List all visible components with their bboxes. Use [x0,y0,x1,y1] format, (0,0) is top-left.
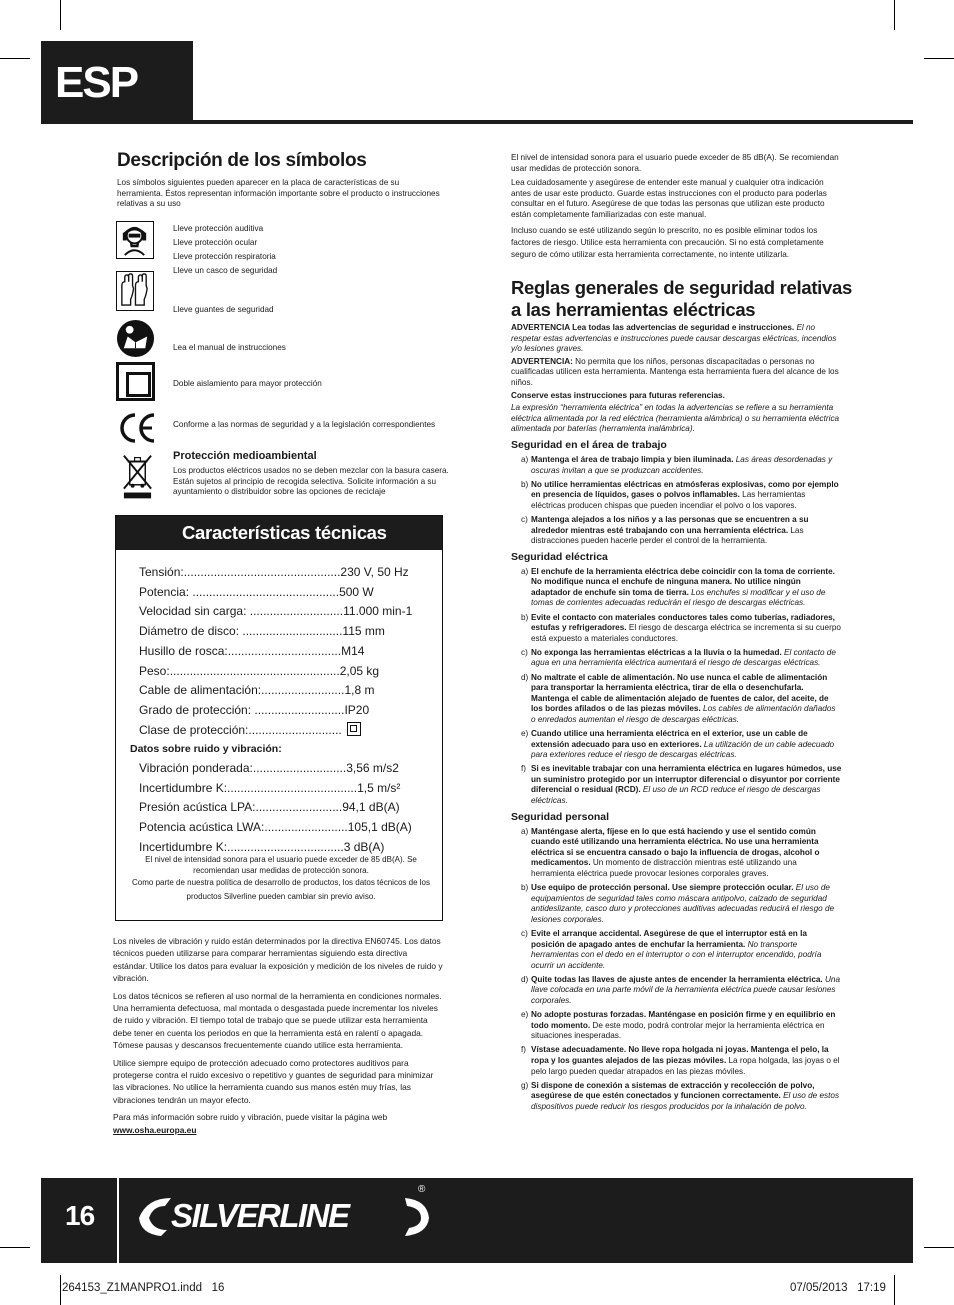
symbols-intro: Los símbolos siguientes pueden aparecer en la placa de características de su herramienta. Éstos representan información importante sobre el producto o instrucciones relativas a su uso [117,178,440,209]
crop-mark [0,58,30,59]
rule-item: d) Quite todas las llaves de ajuste antes de encender la herramienta eléctrica. Una llave colocada en una parte móvil de la herramienta eléctrica puede causar lesiones corporales. [521,974,840,1006]
brand-name: SILVERLINE [171,1197,349,1234]
language-tab-label: ESP [55,58,138,107]
right-intro [511,153,841,261]
footer-divider [117,1178,119,1263]
specs-title: Características técnicas [182,522,387,543]
rules-title: Reglas generales de seguridad relativas a las herramientas eléctricas [511,277,852,320]
rule-letter: g) [521,1080,529,1090]
symbols-title: Descripción de los símbolos [117,150,367,171]
crop-mark [60,1275,61,1305]
rule-item: b) Use equipo de protección personal. Use siempre protección ocular. El uso de equipamientos de seguridad tales como máscara antipolvo, calzado de seguridad antideslizante, casco duro y protecciones auditivas adecuadas reducirá el riesgo de lesiones corporales. [521,883,835,924]
rules-body [511,323,842,1116]
body-paragraph: Incluso cuando se esté utilizando según lo prescrito, no es posible eliminar todos los factores de riesgo. Utilice esta herramienta con precaución. Si no está completamente seguro de cómo utilizar esta herramienta correctamente, no intente utilizarla. [511,225,824,259]
env-title: Protección medioambiental [173,450,317,462]
rules-list-electrical [511,567,842,807]
protection-class-icon [347,722,361,736]
rule-letter: c) [521,929,528,938]
rule-item: e) No adopte posturas forzadas. Manténgase en posición firme y en equilibrio en todo momento. De este modo, podrá controlar mejor la herramienta eléctrica en situaciones inesperadas. [521,1010,836,1041]
keep-instructions: Conserve estas instrucciones para futuras referencias. [511,390,725,400]
ce-label: Conforme a las normas de seguridad y a la legislación correspondientes [173,420,436,429]
ce-mark-icon [116,411,158,445]
rule-item: f) Vístase adecuadamente. No lleve ropa holgada ni joyas. Mantenga el pelo, la ropa y los guantes alejados de las piezas móviles. La ropa holgada, las joyas o el pelo largo pueden quedar atrapados en las piezas móviles. [521,1045,840,1076]
brand-logo [135,1190,435,1240]
crop-mark [924,58,954,59]
spec-note-noise: El nivel de intensidad sonora para el usuario puede exceder de 85 dB(A). Se recomiendan usar medidas de protección sonora. [145,855,417,875]
spec-row: Incertidumbre K:.......................................1,5 m/s² [139,780,401,795]
date-info: 07/05/2013 17:19 [790,1282,886,1294]
rule-item: f) Si es inevitable trabajar con una herramienta eléctrica en lugares húmedos, use un suministro protegido por un interruptor diferencial o disyuntor por corriente diferencial o residual (RCD). El uso de un RCD reduce el riesgo de descargas eléctricas. [521,764,842,806]
double-insulation-label: Doble aislamiento para mayor protección [173,379,322,388]
rule-item: c) Mantenga alejados a los niños y a las personas que se encuentren a su alrededor mientras esté trabajando con una herramienta eléctrica. Las distracciones pueden hacerle perder el control de la herramienta. [521,514,809,546]
rule-letter: d) [521,672,529,682]
language-tab [41,41,193,123]
header-rule [41,120,913,124]
crop-mark [924,1247,954,1248]
rule-item: a) El enchufe de la herramienta eléctrica debe coincidir con la toma de corriente. No modifique nunca el enchufe de ninguna manera. No utilice ningún adaptador de enchufe sin toma de tierra. Los enchufes si modificar y el uso de tomas de corrientes adecuadas reducirán el riesgo de descargas eléctricas. [521,566,835,608]
spec-row: Tensión:...............................................230 V, 50 Hz [139,565,409,579]
rule-item: a) Mantenga el área de trabajo limpia y bien iluminada. Las áreas desordenadas y oscuras invitan a que se produzcan accidentes. [521,454,833,475]
spec-row: Potencia: ............................................500 W [139,584,374,599]
page-number: 16 [65,1200,95,1231]
crop-mark [60,0,61,30]
specs-header [116,516,442,550]
spec-row: Diámetro de disco: ..............................115 mm [139,624,385,639]
rule-letter: a) [521,566,529,576]
rule-item: d) No maltrate el cable de alimentación. No use nunca el cable de alimentación para transportar la herramienta eléctrica, tirar de ella o desenchufarla. Mantenga el cable de alimentación alejado de fuentes de calor, del aceite, de los bordes afilados o de las piezas móviles. Los cables de alimentación dañados o enredados aumentan el riesgo de descargas eléctricas. [521,672,836,724]
rule-item: c) Evite el arranque accidental. Asegúrese de que el interruptor está en la posición de apagado antes de enchufar la herramienta. No transporte herramientas con el dedo en el interruptor o con el interruptor encendido, podría ocurrir un accidente. [521,929,822,970]
rules-list-work-area [511,455,842,547]
rule-letter: f) [521,764,527,774]
rule-item: c) No exponga las herramientas eléctricas a la lluvia o la humedad. El contacto de agua en una herramienta eléctrica aumentará el riesgo de descargas eléctricas. [521,647,836,668]
crop-mark [0,1247,30,1248]
body-paragraph: Lea cuidadosamente y asegúrese de entender este manual y cualquier otra indicación antes de usar este producto. Guarde estas instrucciones con el producto para poderlas consultar en el futuro. Asegúrese de que todas las personas que utilizan este producto están completamente familiarizadas con este manual. [511,178,827,219]
spec-row: Grado de protección: ...........................IP20 [139,702,370,717]
spec-row: Velocidad sin carga: ............................11.000 min-1 [139,604,413,619]
rule-letter: b) [521,883,529,893]
section-title-work-area: Seguridad en el área de trabajo [511,438,667,451]
rule-letter: e) [521,729,529,738]
noise-list [139,759,429,858]
read-manual-label: Lea el manual de instrucciones [173,343,286,352]
ppe-icon [116,221,154,259]
rule-letter: c) [521,514,528,524]
spec-list [139,563,429,740]
osha-link[interactable]: www.osha.europa.eu [113,1124,197,1135]
double-insulation-icon [116,362,155,401]
spec-row: Cable de alimentación:.........................1,8 m [139,683,375,698]
body-paragraph: Los niveles de vibración y ruido están determinados por la directiva EN60745. Los datos técnicos pueden utilizarse para comparar herramientas siguiendo esta directiva estándar. Utilice los datos para evaluar la exposición y medición de los niveles de ruido y vibración. [113,936,443,984]
spec-row: Incertidumbre K:...................................3 dB(A) [139,839,385,854]
section-title-personal: Seguridad personal [511,810,610,823]
section-title-electrical: Seguridad eléctrica [511,550,608,563]
rule-item: e) Cuando utilice una herramienta eléctrica en el exterior, use un cable de extensión adecuado para uso en exteriores. La utilización de un cable adecuado para exteriores reduce el riesgo de descargas eléctricas. [521,729,835,760]
registered-mark: ® [418,1184,426,1195]
rule-item: g) Si dispone de conexión a sistemas de extracción y recolección de polvo, asegúrese de que estén conectados y funcionen correctamente. El uso de estos dispositivos puede reducir los riesgos producidos por la inhalación de polvo. [521,1080,840,1111]
body-paragraph: El nivel de intensidad sonora para el usuario puede exceder de 85 dB(A). Se recomiendan usar medidas de protección sonora. [511,153,839,173]
rule-letter: b) [521,479,529,489]
ppe-label-eye: Lleve protección ocular [173,238,258,247]
rule-item: b) No utilice herramientas eléctricas en atmósferas explosivas, como por ejemplo en presencia de líquidos, gases o polvos inflamables. Las herramientas eléctricas producen chispas que pueden incendiar el polvo o los vapores. [521,479,839,510]
rule-item: b) Evite el contacto con materiales conductores tales como tuberías, radiadores, estufas y refrigeradores. El riesgo de descarga eléctrica se incrementa si su cuerpo está expuesto a materiales conductores. [521,612,841,643]
gloves-label: Lleve guantes de seguridad [173,305,274,314]
spec-row: Potencia acústica LWA:.........................105,1 dB(A) [139,820,412,835]
rule-letter: f) [521,1045,527,1055]
warning-1: ADVERTENCIA Lea todas las advertencias de seguridad e instrucciones. El no respetar estas advertencias e instrucciones puede causar descargas eléctricas, incendios y/o lesiones graves. [511,323,837,354]
spec-row: Peso:...................................................2,05 kg [139,663,380,678]
body-paragraph: Utilice siempre equipo de protección adecuado como protectores auditivos para protegerse contra el ruido excesivo o repetitivo y guantes de seguridad para minimizar las vibraciones. No utilice la herramienta cuando sus manos estén muy frías, las vibraciones tendrán un mayor efecto. [113,1057,434,1105]
spec-row: Clase de protección:............................ [139,721,429,741]
rule-letter: c) [521,647,528,657]
footer-bar [41,1178,913,1263]
crop-mark [894,1275,895,1305]
crop-mark [894,0,895,30]
rule-letter: a) [521,826,529,836]
ppe-label-respiratory: Lleve protección respiratoria [173,252,276,261]
rule-letter: e) [521,1010,529,1020]
spec-note-policy: Como parte de nuestra política de desarrollo de productos, los datos técnicos de los productos Silverline pueden cambiar sin previo aviso. [132,878,430,901]
weee-bin-icon [121,453,154,501]
spec-row: Vibración ponderada:............................3,56 m/s2 [139,761,399,775]
warning-2: ADVERTENCIA: No permita que los niños, personas discapacitadas o personas no cualificadas utilicen esta herramienta. Mantenga esta herramienta fuera del alcance de los niños. [511,356,839,387]
rule-item: a) Manténgase alerta, fíjese en lo que está haciendo y use el sentido común cuando esté utilizando una herramienta eléctrica. No use una herramienta eléctrica si se encuentra cansado o bajo la influencia de drogas, alcohol o medicamentos. Un momento de distracción mientras esté utilizando una herramienta eléctrica puede provocar lesiones corporales graves. [521,826,820,879]
env-text: Los productos eléctricos usados no se deben mezclar con la basura casera. Están sujetos al principio de recogida selectiva. Solicite información a su ayuntamiento o distribuidor sobre las opciones de reciclaje [173,466,449,497]
file-info: 264153_Z1MANPRO1.indd 16 [62,1282,225,1294]
rule-letter: a) [521,454,529,464]
spec-row: Husillo de rosca:..................................M14 [139,643,365,658]
left-body [113,935,443,1136]
ppe-label-helmet: Lleve un casco de seguridad [173,266,278,275]
spec-row: Presión acústica LPA:..........................94,1 dB(A) [139,800,400,815]
rules-list-personal [511,827,842,1113]
rule-letter: d) [521,974,529,984]
body-paragraph: Los datos técnicos se refieren al uso normal de la herramienta en condiciones normales. Una herramienta defectuosa, mal montada o desgastada puede incrementar los niveles de ruido y vibración. El tiempo total de trabajo que se puede utilizar esta herramienta debe tener en cuenta los periodos en que la herramienta está en ralentí o apagada. Tómese pausas y descansos frecuentemente cuando utilice esta herramienta. [113,990,442,1051]
noise-title: Datos sobre ruido y vibración: [130,743,282,755]
definition: La expresión “herramienta eléctrica” en todas la advertencias se refiere a su herramienta eléctrica alimentada por la red eléctrica (herramienta alámbrica) o su herramienta eléctrica alimentada por baterías (herramienta inalámbrica). [511,403,840,434]
read-manual-icon [116,319,155,358]
gloves-icon [116,271,154,311]
body-paragraph: Para más información sobre ruido y vibración, puede visitar la página web www.osha.europa.eu [113,1112,388,1135]
rule-letter: b) [521,612,529,622]
ppe-label-hearing: Lleve protección auditiva [173,224,264,233]
